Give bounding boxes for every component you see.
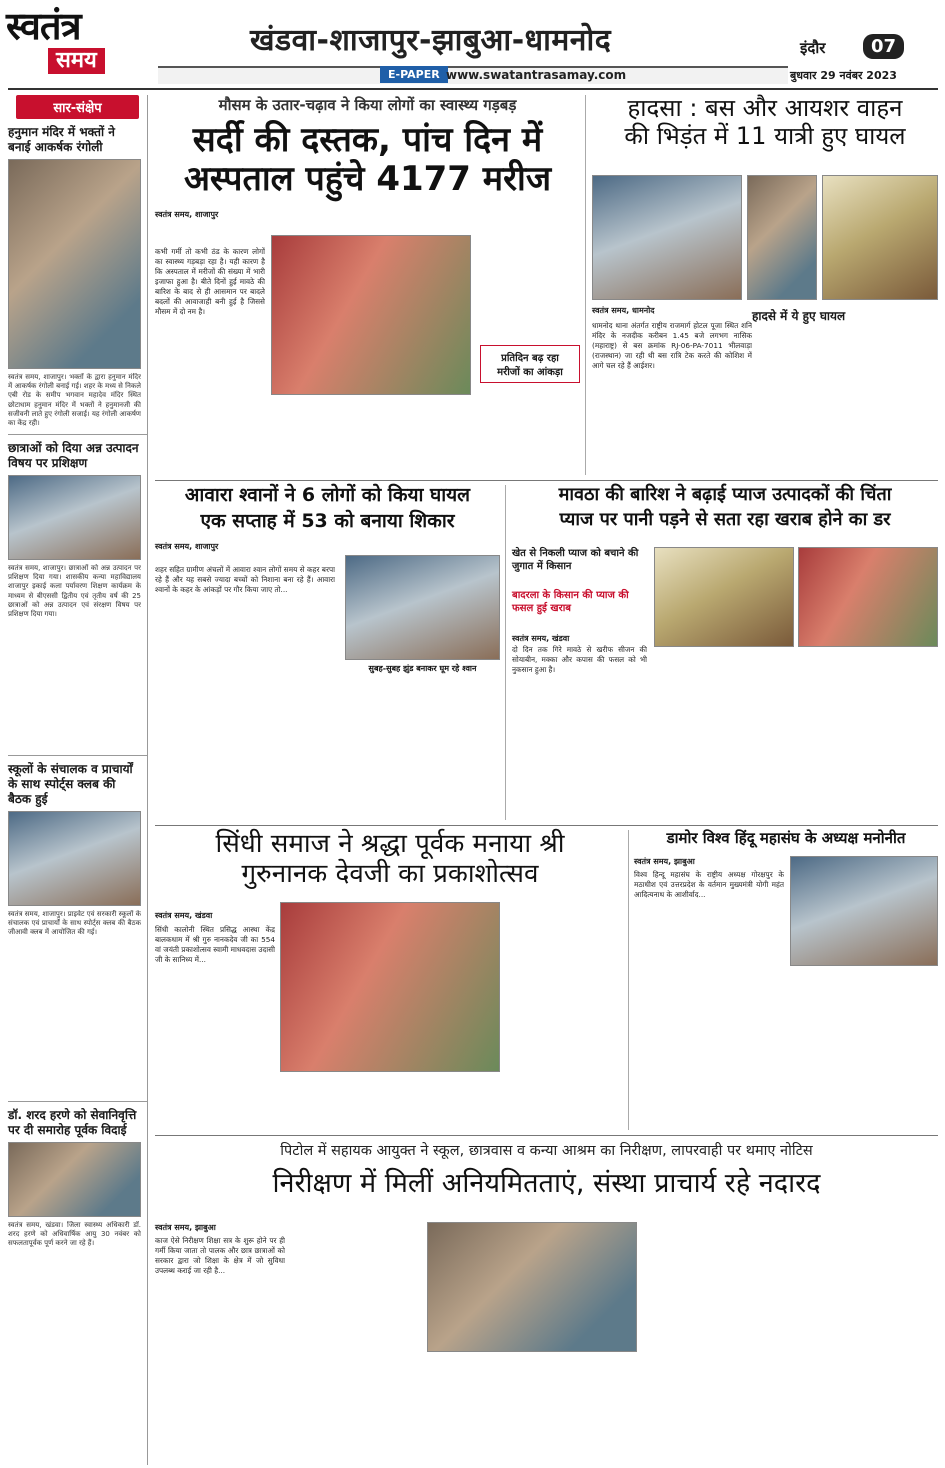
row-divider [155, 480, 938, 481]
logo-top-text: स्वतंत्र [6, 3, 81, 48]
story-headline-line1: हादसा : बस और आयशर वाहन [627, 94, 903, 122]
issue-date: बुधवार 29 नवंबर 2023 [790, 69, 897, 82]
story-cold-patients [155, 95, 580, 475]
pull-quote-line2: मरीजों का आंकड़ा [497, 367, 563, 378]
story-body-col2 [654, 653, 794, 815]
story-headline-line2: अस्पताल पहुंचे 4177 मरीज [183, 159, 552, 200]
story-guru-nanak [155, 830, 625, 1130]
story-headline: डामोर विश्व हिंदू महासंघ के अध्यक्ष मनोनीत [666, 829, 906, 847]
injured-photo [822, 175, 938, 300]
story-headline-line2: प्याज पर पानी पड़ने से सता रहा खराब होने का डर [559, 508, 891, 530]
sidebar-item [8, 441, 147, 749]
story-onion [512, 485, 938, 820]
sidebar-item [8, 1108, 147, 1371]
story-body-col5 [789, 1222, 938, 1464]
story-body: विश्व हिन्दू महासंघ के राष्ट्रीय अध्यक्ष गोरक्षपुर के मठाधीश एवं उत्तरप्रदेश के वर्तमान मुख्यमंत्री योगी महंत आदित्यनाथ के आशीर्वाद... [634, 870, 784, 899]
sidebar-item-text: स्वतंत्र समय, खंडवा। जिला स्वास्थ्य अधिकारी डॉ. शरद हरणे को अधिवार्षिक आयु 30 नवंबर को सफलतापूर्वक पूर्ण करने जा रहे हैं। [8, 1221, 141, 1248]
story-headline-line1: आवारा श्वानों ने 6 लोगों को किया घायल [184, 484, 471, 506]
story-subhead: हादसे में ये हुए घायल [752, 309, 846, 323]
story-subhead-1: खेत से निकली प्याज को बचाने की जुगात में किसान [512, 548, 639, 572]
story-body-col3a [427, 1358, 532, 1464]
training-photo [8, 475, 141, 560]
story-body-col3b [537, 1358, 637, 1464]
column-divider [585, 95, 586, 475]
ceremony-photo [280, 902, 500, 1072]
pull-quote-line1: प्रतिदिन बढ़ रहा [501, 353, 559, 364]
hospital-photo [271, 235, 471, 395]
sidebar-item-headline: स्कूलों के संचालक व प्राचार्यों के साथ स्पोर्ट्स क्लब की बैठक हुई [8, 762, 133, 806]
classroom-photo [427, 1222, 637, 1352]
story-credit: स्वतंत्र समय, खंडवा [512, 634, 570, 643]
story-headline-line1: मावठा की बारिश ने बढ़ाई प्याज उत्पादकों की चिंता [558, 484, 892, 505]
dog-bite-photo [345, 555, 500, 660]
story-body: धामनोद थाना अंतर्गत राष्ट्रीय राजमार्ग होटल पूजा स्थित शनि मंदिर के नजदीक करीबन 1.45 बजे लगभग नासिक (महाराष्ट्र) से बस क्रमांक RJ-06-PA-7011 भीलवाड़ा (राजस्थान) जा रही थी बस रात्रि टेक करते की कोशिश में आगे चल रहे हैं आईशर। [592, 321, 752, 370]
story-body: कभी गर्मी तो कभी ठंड के कारण लोगों का स्वास्थ्य गड़बड़ा रहा है। यही कारण है कि अस्पताल में मरीजों की संख्या में भारी इजाफा हुआ है। बीते दिनों हुई मावठे की बारिश के बाद से ही आसमान पर बादले बदलों की आवाजाही बनी हुई है जिससे मौसम में दो नम है। [155, 247, 265, 316]
logo-bottom-text: समय [48, 48, 105, 74]
column-divider [628, 830, 629, 1130]
story-headline-line2: की भिड़ंत में 11 यात्री हुए घायल [624, 121, 906, 150]
story-body-col3 [505, 908, 625, 1130]
story-body: दो दिन तक गिरे मावठे से खरीफ सीजन की सोयाबीन, मक्का और कपास की फसल को भी नुकसान हुआ है। [512, 645, 647, 674]
story-body-continued [345, 680, 500, 815]
story-body-col4 [643, 1222, 783, 1464]
story-headline-line1: सिंधी समाज ने श्रद्धा पूर्वक मनाया श्री [215, 829, 565, 859]
story-body-col3 [798, 653, 938, 815]
story-kicker: मौसम के उतार-चढ़ाव ने किया लोगों का स्वास्थ्य गड़बड़ [218, 96, 517, 114]
site-url[interactable]: www.swatantrasamay.com [446, 68, 627, 82]
story-credit: स्वतंत्र समय, शाजापुर [155, 541, 219, 551]
sidebar-item [8, 762, 147, 1095]
story-body: काज ऐसे निरीक्षण शिक्षा सत्र के शुरू होने पर ही गर्मी किया जाता तो पालक और छात्र छात्राओं को सरकार द्वारा जो शिक्षा के क्षेत्र में जो सुविधा उपलब्ध कराई जा रही है... [155, 1236, 285, 1275]
sidebar-badge: सार-संक्षेप [16, 95, 139, 119]
sidebar-item [8, 125, 147, 428]
meeting-photo [8, 811, 141, 906]
story-body-col2 [291, 1222, 421, 1464]
row-divider [155, 1135, 938, 1136]
story-credit: स्वतंत्र समय, शाजापुर [155, 210, 219, 220]
story-bus-accident [592, 95, 938, 475]
story-inspection [155, 1140, 938, 1465]
page-number: 07 [863, 34, 904, 59]
story-credit: स्वतंत्र समय, झाबुआ [634, 857, 695, 866]
sidebar-item-headline: हनुमान मंदिर में भक्तों ने बनाई आकर्षक रंगोली [8, 125, 115, 154]
story-headline: निरीक्षण में मिलीं अनियमितताएं, संस्था प्राचार्य रहे नदारद [272, 1168, 821, 1199]
pull-quote [480, 345, 580, 383]
story-headline-line2: गुरुनानक देवजी का प्रकाशोत्सव [241, 858, 539, 889]
story-stray-dogs [155, 485, 500, 820]
onion-heap-photo [798, 547, 938, 647]
story-credit: स्वतंत्र समय, धामनोद [592, 306, 655, 315]
story-headline-line1: सर्दी की दस्तक, पांच दिन में [192, 120, 543, 160]
column-divider [505, 485, 506, 820]
appointment-photo [790, 856, 938, 966]
story-body-col2 [280, 1078, 500, 1130]
story-credit: स्वतंत्र समय, झाबुआ [155, 1223, 216, 1232]
sidebar-item-headline: छात्राओं को दिया अन्न उत्पादन विषय पर प्रशिक्षण [8, 441, 139, 470]
masthead-logo [6, 4, 156, 84]
onion-field-photo [654, 547, 794, 647]
story-credit: स्वतंत्र समय, खंडवा [155, 911, 213, 920]
photo-caption: सुबह-सुबह झुंड बनाकर घूम रहे श्वान [368, 664, 477, 673]
masthead-divider [8, 88, 938, 90]
injured-list [757, 325, 937, 470]
story-body: शहर सहित ग्रामीण अंचलों में आवारा श्वान लोगों समय से कहर बरपा रहे हैं और यह सबसे ज्यादा बच्चों को निशाना बना रहे हैं। आवारा श्वानों के कहर के आंकड़ों पर गौर किया जाए तो... [155, 565, 335, 594]
story-damor [634, 830, 938, 1130]
story-side [480, 235, 580, 470]
story-body-col2 [790, 972, 938, 1128]
sidebar [8, 95, 148, 1465]
rangoli-photo [8, 159, 141, 369]
story-body-continued [271, 400, 471, 470]
edition-title: खंडवा-शाजापुर-झाबुआ-धामनोद [250, 23, 612, 58]
story-body: सिंधी कालोनी स्थित प्रसिद्ध आस्था केंद्र बालकधाम में श्री गुरु नानकदेव जी का 554 वां जयंती प्रकाशोत्सव स्वामी माधवदास उदासी जी के सानिध्य में... [155, 925, 275, 964]
city-label: इंदौर [800, 39, 826, 57]
sidebar-item-text: स्वतंत्र समय, शाजापुर। भक्तों के द्वारा हनुमान मंदिर में आकर्षक रंगोली बनाई गई। शहर के मध्य से निकले एबी रोड के समीप भगवान महादेव मंदिर स्थित छोटाधाम हनुमान मंदिर में भक्तों ने हनुमानजी की सजीवनी लाते हुए रंगोली सजाई। यह रंगोली आकर्षण का केंद्र रही। [8, 373, 141, 428]
story-subhead-2: बादरला के किसान की प्याज की फसल हुई खराब [512, 590, 629, 614]
epaper-label: E-PAPER [380, 66, 448, 83]
sidebar-item-headline: डॉ. शरद हरणे को सेवानिवृत्ति पर दी समारोह पूर्वक विदाई [8, 1108, 137, 1137]
row-divider [155, 825, 938, 826]
story-kicker: पिटोल में सहायक आयुक्त ने स्कूल, छात्रवास व कन्या आश्रम का निरीक्षण, लापरवाही पर थमाए नोटिस [280, 1143, 813, 1159]
story-headline-line2: एक सप्ताह में 53 को बनाया शिकार [200, 509, 455, 532]
farewell-photo [8, 1142, 141, 1217]
bus-crash-photo [592, 175, 742, 300]
story-body-col3 [480, 235, 580, 335]
sidebar-item-text: स्वतंत्र समय, शाजापुर। छात्राओं को अन्न उत्पादन पर प्रशिक्षण दिया गया। शासकीय कन्या महाविद्यालय शाजापुर इकाई कला पर्यावरण शिक्षण कार्यक्रम के माध्यम से बीएससी द्वितीय एवं तृतीय वर्ष की 25 छात्राओं को अन्न उत्पादन एवं संरक्षण विषय पर प्रशिक्षण दिया गया। [8, 564, 141, 619]
truck-photo [747, 175, 817, 300]
sidebar-item-text: स्वतंत्र समय, शाजापुर। प्राइवेट एवं सरकारी स्कूलों के संचालक एवं प्राचार्यों के साथ स्पोर्ट्स क्लब की बैठक जीआवी क्लब में आयोजित की गई। [8, 910, 141, 937]
